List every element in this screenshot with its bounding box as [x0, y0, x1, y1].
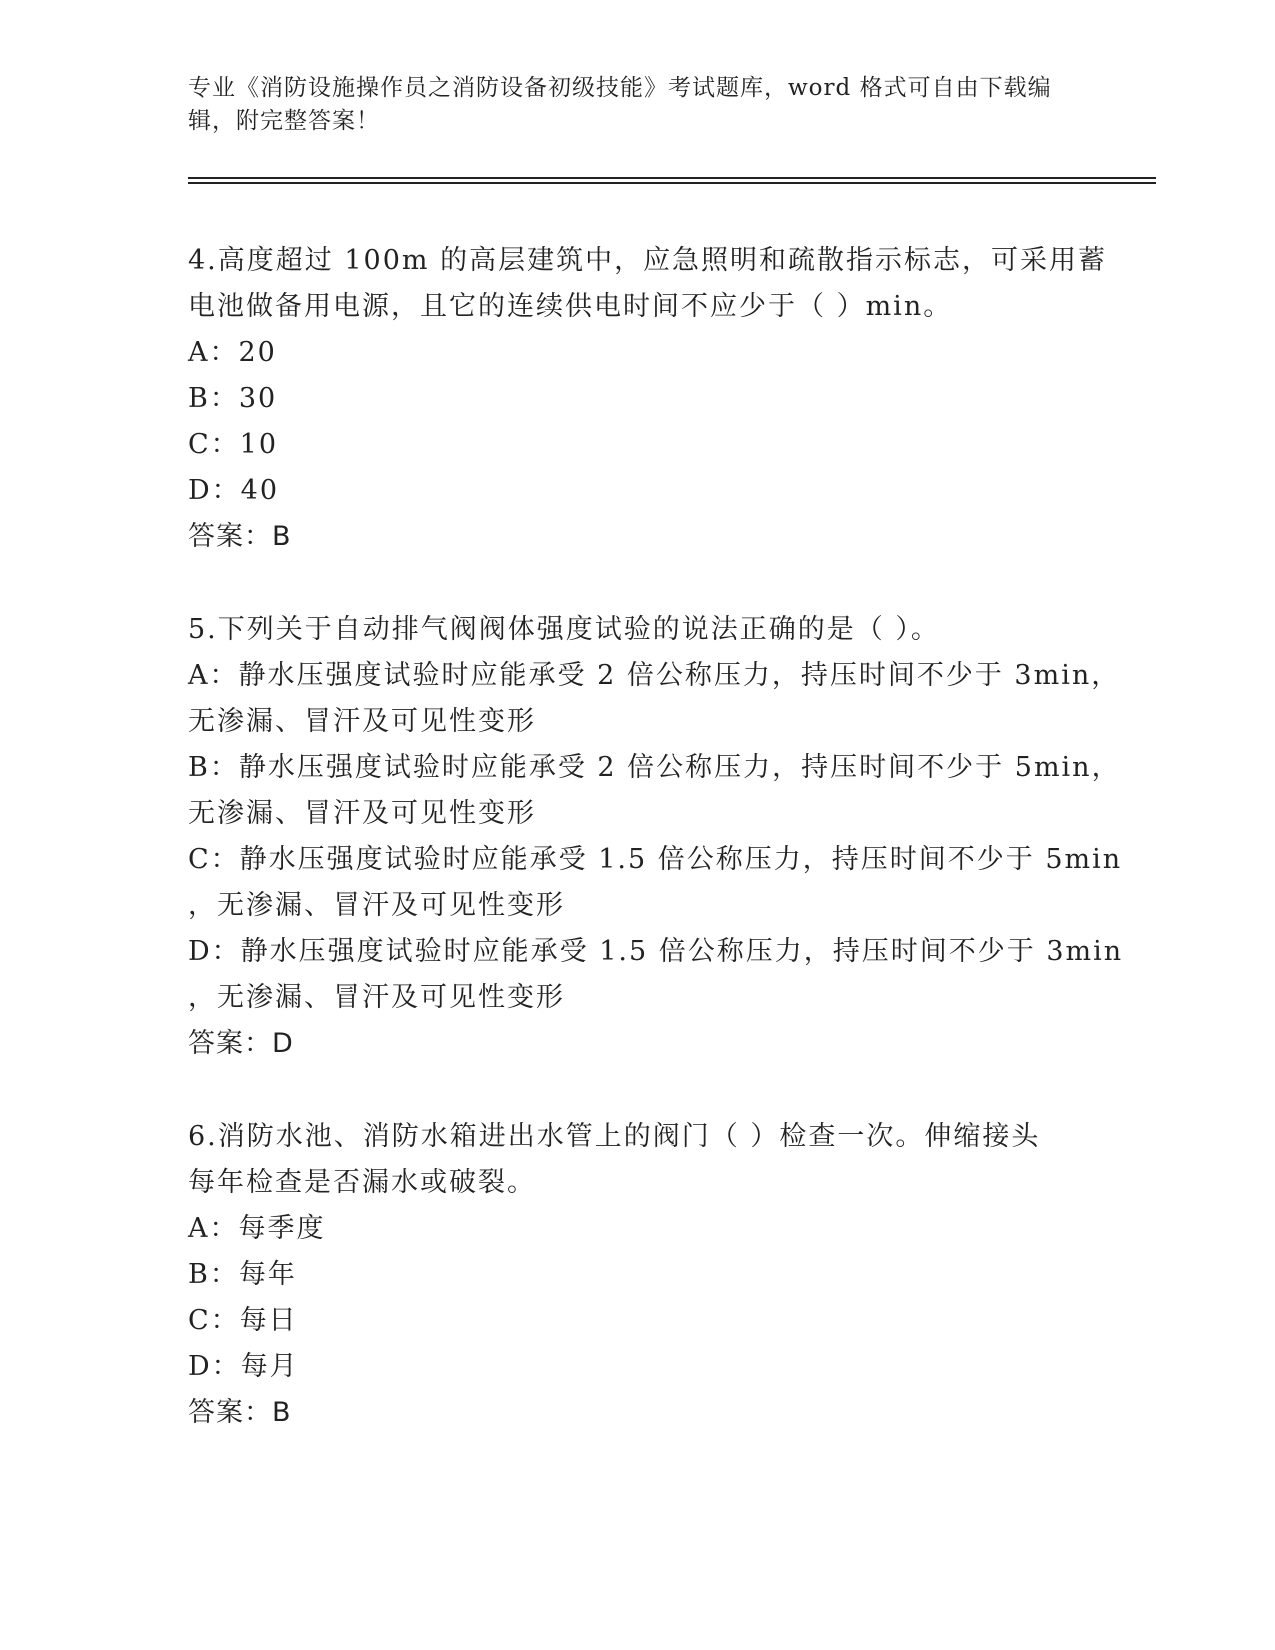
question-5-option-c-line-2: ，无渗漏、冒汗及可见性变形 [188, 890, 565, 921]
question-5-option-d-line-1: D：静水压强度试验时应能承受 1.5 倍公称压力，持压时间不少于 3min [188, 936, 1124, 967]
question-4-option-d: D：40 [188, 475, 280, 506]
question-5-stem-line-1: 5.下列关于自动排气阀阀体强度试验的说法正确的是（ ）。 [188, 614, 940, 645]
question-6-stem-line-2: 每年检查是否漏水或破裂。 [188, 1167, 536, 1198]
document-header [188, 72, 1088, 138]
question-6-answer: 答案：B [188, 1397, 292, 1428]
question-5-option-a-line-1: A：静水压强度试验时应能承受 2 倍公称压力，持压时间不少于 3min， [188, 660, 1121, 691]
header-line-1: 专业《消防设施操作员之消防设备初级技能》考试题库，word 格式可自由下载编 [188, 75, 1052, 101]
question-6-option-d: D：每月 [188, 1351, 299, 1382]
question-5-option-b-line-1: B：静水压强度试验时应能承受 2 倍公称压力，持压时间不少于 5min， [188, 752, 1121, 783]
question-6 [188, 1114, 1088, 1436]
question-5 [188, 607, 1124, 1067]
question-6-option-c: C：每日 [188, 1305, 298, 1336]
question-4-option-b: B：30 [188, 383, 278, 414]
question-4-option-a: A：20 [188, 337, 277, 368]
question-5-option-d-line-2: ，无渗漏、冒汗及可见性变形 [188, 982, 565, 1013]
question-6-option-a: A：每季度 [188, 1213, 326, 1244]
question-6-option-b: B：每年 [188, 1259, 297, 1290]
question-4 [188, 238, 1108, 560]
question-list [188, 238, 1124, 1483]
question-4-stem-line-1: 4.高度超过 100m 的高层建筑中，应急照明和疏散指示标志，可采用蓄 [188, 245, 1108, 276]
question-4-option-c: C：10 [188, 429, 279, 460]
question-4-answer: 答案：B [188, 521, 292, 552]
question-4-stem-line-2: 电池做备用电源，且它的连续供电时间不应少于（ ）min。 [188, 291, 953, 322]
question-5-option-b-line-2: 无渗漏、冒汗及可见性变形 [188, 798, 536, 829]
header-divider-bottom [188, 182, 1156, 184]
header-line-2: 辑，附完整答案！ [188, 108, 380, 134]
question-5-option-c-line-1: C：静水压强度试验时应能承受 1.5 倍公称压力，持压时间不少于 5min [188, 844, 1123, 875]
header-divider-top [188, 177, 1156, 179]
question-5-option-a-line-2: 无渗漏、冒汗及可见性变形 [188, 706, 536, 737]
question-5-answer: 答案：D [188, 1028, 294, 1059]
question-6-stem-line-1: 6.消防水池、消防水箱进出水管上的阀门（ ）检查一次。伸缩接头 [188, 1121, 1041, 1152]
